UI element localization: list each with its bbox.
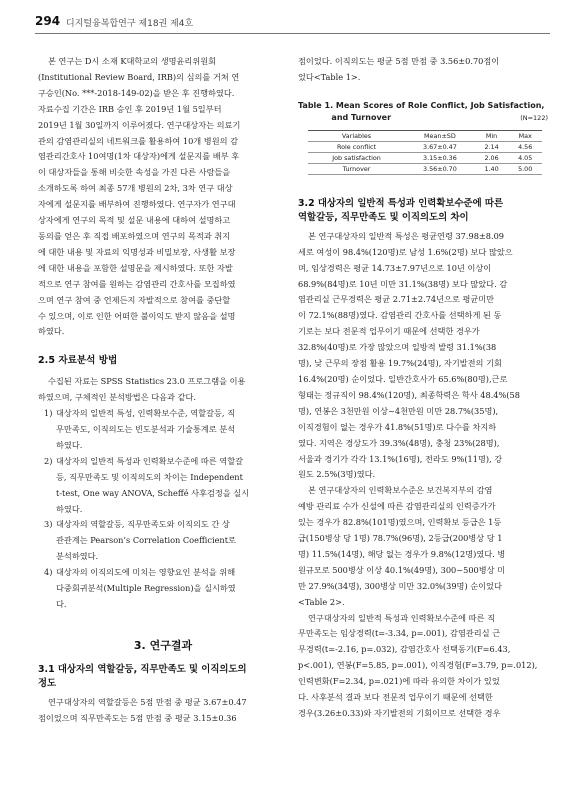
table-row: Job satisfaction 3.15±0.36 2.06 4.05 xyxy=(308,152,542,163)
section-3-2-title: 3.2 대상자의 일반적 특성과 인력확보수준에 따른 역할갈등, 직무만족도 및 이직의도의 차이 xyxy=(298,197,503,223)
list-item: 2) 대상자의 일반적 특성과 인력확보수준에 따른 역할갈 등, 직무만족도 및 이직의도의 차이는 Independent t-test, One way ANOVA, Scheffé 사후검정을 실시 하였다. xyxy=(44,455,250,514)
list-item: 1) 대상자의 일반적 특성, 인력확보수준, 역할갈등, 직 무만족도, 이직의도는 빈도분석과 기술통계로 분석 하였다. xyxy=(44,408,236,450)
job-satisfaction-difference-paragraph: 연구대상자의 일반적 특성과 인력확보수준에 따른 직 무만족도는 임상경력(t=-3.34, p=.001), 감염관리실 근 무경력(t=-2.16, p=.032), 감염간호사 선택동기(F=6.43, p<.001), 연봉(F=5.85, p=.001), 이직경험(F=3.79, p=.012), 인력변화(F=2.34, p=.021)에 따라 유의한 차이가 있었 다. 사후분석 결과 보다 전문적 업무이기 때문에 선택한 경우(3.26±0.33)와 자기발전의 기회이므로 선택한 경우 xyxy=(298,612,538,718)
page-number: 294 xyxy=(35,14,61,28)
table-sample-size: (N=122) xyxy=(520,113,548,122)
staffing-level-paragraph: 본 연구대상자의 인력확보수준은 보건복지부의 감염 예방 관리료 수가 신설에 따른 감염관리실의 인력증가가 있는 경우가 82.8%(101명)였으며, 인력확보 등급은 1등 급(150병상 당 1명) 78.7%(96명), 2등급(200병상 당 1 명) 11.5%(14명), 해당 없는 경우가 9.8%(12명)였다. 병 원규모로 500병상 이상 40.1%(49명), 300~500병상 미 만 27.9%(34명), 300병상 미만 32.0%(39명) 순이었다 <Table 2>. xyxy=(298,485,506,607)
table-row: Turnover 3.56±0.70 1.40 5.00 xyxy=(308,163,542,174)
journal-name: 디지털융복합연구 제18권 제4호 xyxy=(66,19,194,29)
general-characteristics-paragraph: 본 연구대상자의 일반적 특성은 평균연령 37.98±8.09 세로 여성이 98.4%(120명)로 남성 1.6%(2명) 보다 많았으 며, 임상경력은 평균 14.73±7.97년으로 10년 이상이 68.9%(84명)로 10년 미만 31.1%(38명) 보다 많았다. 감 염관리실 근무경력은 평균 2.71±2.74년으로 평균미만 이 72.1%(88명)였다. 감염관리 간호사를 선택하게 된 동 기로는 보다 전문적 업무이기 때문에 선택한 경우가 32.8%(40명)로 가장 많았으며 일방적 발령 31.1%(38 명), 낮 근무의 장점 활용 19.7%(24명), 자기발전의 기회 16.4%(20명) 순이었다. 일반간호사가 65.6%(80명),근로 형태는 정규직이 98.4%(120명), 최종학력은 학사 48.4%(58 명), 연봉은 3천만원 이상~4천만원 미만 28.7%(35명), 이직경험이 없는 경우가 41.8%(51명)로 다수를 차지하 였다. 지역은 경상도가 39.3%(48명), 충청 23%(28명), 서울과 경기가 각각 13.1%(16명), 전라도 9%(11명), 강 원도 2.5%(3명)였다. xyxy=(298,230,520,480)
continued-paragraph: 점이었다. 이직의도는 평균 5점 만점 중 3.56±0.70점이 었다<Table 1>. xyxy=(298,56,500,82)
list-item: 3) 대상자의 역할갈등, 직무만족도와 이직의도 간 상 관관계는 Pearson’s Correlation Coefficient로 분석하였다. xyxy=(44,519,236,562)
header-rule xyxy=(35,33,550,34)
table-row: Role conflict 3.67±0.47 2.14 4.56 xyxy=(308,141,542,152)
left-column xyxy=(38,54,288,727)
section-3-1-title: 3.1 대상자의 역할갈등, 직무만족도 및 이직의도의 정도 xyxy=(38,663,247,689)
table-header-row: Variables Mean±SD Min Max xyxy=(308,130,542,141)
analysis-method-list xyxy=(44,406,288,613)
page-header xyxy=(35,10,550,34)
right-column xyxy=(298,54,548,722)
chapter-3-title: 3. 연구결과 xyxy=(133,638,193,652)
ethics-paragraph: 본 연구는 D시 소재 K대학교의 생명윤리위원회 (Institutional Review Board, IRB)의 심의를 거쳐 연 구승인(No. ***-2018-149-02)을 받은 후 진행하였다. 자료수집 기간은 IRB 승인 후 2019년 1월 5일부터 2019년 1월 30일까지 이루어졌다. 연구대상자는 의료기 관의 감염관리실의 네트워크를 활용하여 10개 병원의 감 염관리간호사 10여명(1차 대상자)에게 설문지를 배부 후 이 대상자들을 통해 비슷한 속성을 가진 다른 사람들을 소개하도록 하여 최종 57개 병원의 2차, 3차 연구 대상 자에게 설문지를 배부하여 진행하였다. 연구자가 연구대 상자에게 연구의 목적 및 설문 내용에 대하여 설명하고 동의를 얻은 후 직접 배포하였으며 연구의 목적과 취지 에 대한 내용 및 자료의 익명성과 비밀보장, 사생활 보장 에 대한 내용을 포함한 설명문을 제시하였다. 또한 자발 적으로 연구 참여를 원하는 감염관리 간호사를 모집하였 으며 연구 참여 중 언제든지 자발적으로 참여를 중단할 수 있으며, 이로 인한 어떠한 불이익도 받지 않음을 설명 하였다. xyxy=(38,56,241,337)
section-2-5-title: 2.5 자료분석 방법 xyxy=(38,355,118,367)
mean-scores-table xyxy=(308,130,542,175)
section-2-5-intro: 수집된 자료는 SPSS Statistics 23.0 프로그램을 이용 하였으며, 구체적인 분석방법은 다음과 같다. xyxy=(38,376,246,403)
section-3-1-text: 연구대상자의 역할갈등은 5점 만점 중 평균 3.67±0.47 점이었으며 직무만족도는 5점 만점 중 평균 3.15±0.36 xyxy=(38,696,247,723)
table-caption: Table 1. Mean Scores of Role Conflict, Job Satisfaction, and Turnover (N=122) xyxy=(298,100,548,122)
list-item: 4) 대상자의 이직의도에 미치는 영향요인 분석을 위해 다중회귀분석(Multiple Regression)을 실시하였 다. xyxy=(44,567,236,609)
